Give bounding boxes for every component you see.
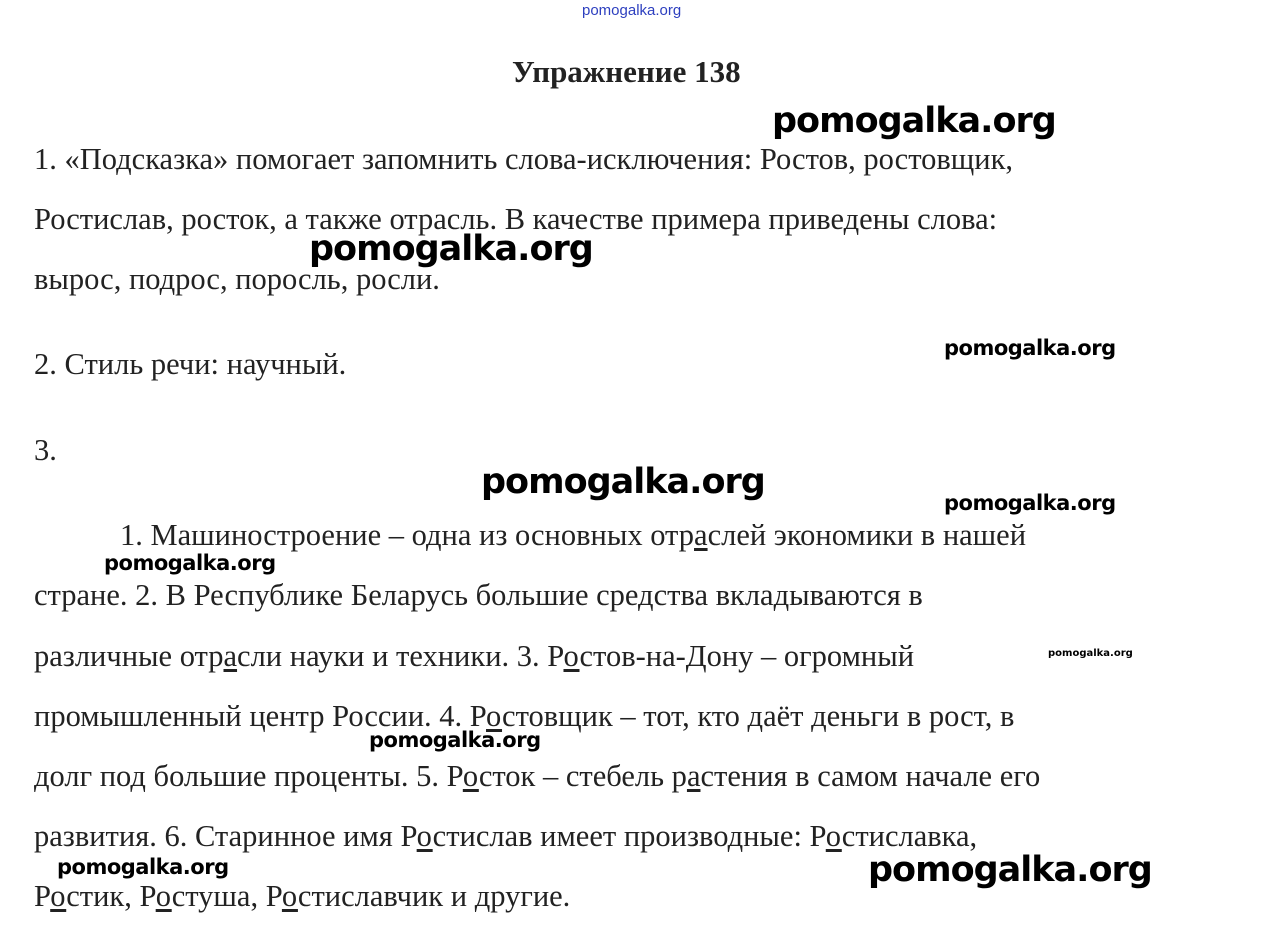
watermark: pomogalka.org bbox=[772, 101, 1056, 141]
watermark: pomogalka.org bbox=[481, 462, 765, 502]
answer-2-line: 2. Стиль речи: научный. bbox=[34, 347, 347, 381]
watermark: pomogalka.org bbox=[944, 336, 1116, 360]
watermark: pomogalka.org bbox=[57, 855, 229, 879]
watermark: pomogalka.org bbox=[104, 551, 276, 575]
text-line-7: Ростик, Ростуша, Ростиславчик и другие. bbox=[34, 879, 571, 913]
text-line-4: промышленный центр России. 4. Ростовщик – тот, кто даёт деньги в рост, в bbox=[34, 699, 1015, 733]
answer-3-number: 3. bbox=[34, 433, 57, 467]
answer-1-line-3: вырос, подрос, поросль, росли. bbox=[34, 262, 440, 296]
answer-1-line-2: Ростислав, росток, а также отрасль. В качестве примера приведены слова: bbox=[34, 202, 998, 236]
exercise-title: Упражнение 138 bbox=[512, 54, 741, 89]
watermark: pomogalka.org bbox=[944, 491, 1116, 515]
answer-1-line-1: 1. «Подсказка» помогает запомнить слова-исключения: Ростов, ростовщик, bbox=[34, 142, 1014, 176]
text-line-2: стране. 2. В Республике Беларусь большие средства вкладываются в bbox=[34, 578, 923, 612]
text-line-5: долг под большие проценты. 5. Росток – стебель растения в самом начале его bbox=[34, 759, 1041, 793]
watermark: pomogalka.org bbox=[868, 850, 1152, 890]
text-line-3: различные отрасли науки и техники. 3. Ростов-на-Дону – огромный bbox=[34, 639, 915, 673]
watermark: pomogalka.org bbox=[1048, 648, 1133, 659]
site-link[interactable]: pomogalka.org bbox=[582, 2, 682, 19]
text-line-6: развития. 6. Старинное имя Ростислав имеет производные: Ростиславка, bbox=[34, 819, 978, 853]
text-line-1: 1. Машиностроение – одна из основных отраслей экономики в нашей bbox=[120, 518, 1027, 552]
watermark: pomogalka.org bbox=[369, 728, 541, 752]
watermark: pomogalka.org bbox=[309, 229, 593, 269]
